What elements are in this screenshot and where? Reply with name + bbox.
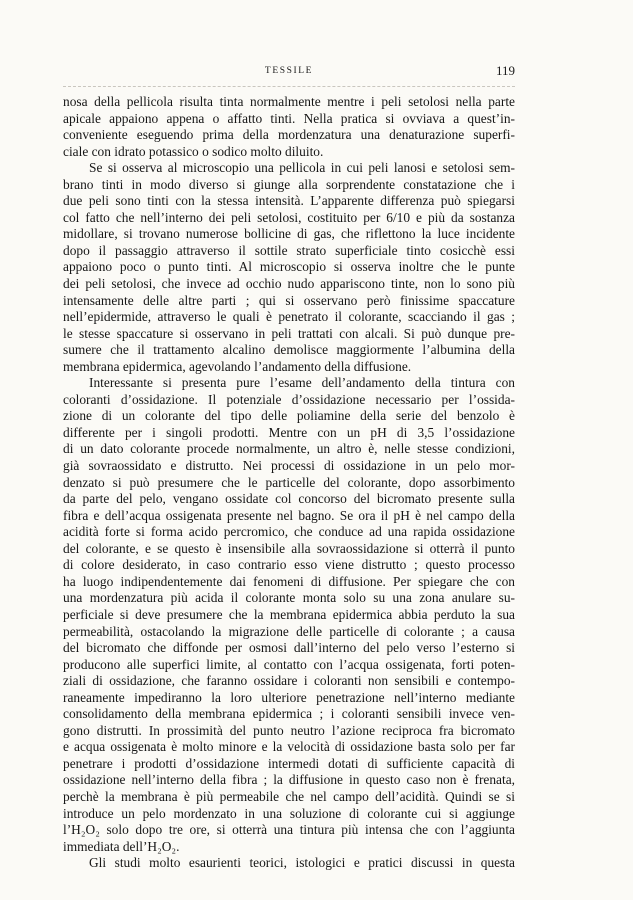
text-line: Interessante si presenta pure l’esame dell’andamento della tintura con — [89, 375, 515, 391]
text-line: immediata dell’H₂O₂. — [63, 838, 180, 854]
text-line: le stesse spaccature si osservano in peli trattati con alcali. Si può dunque pre- — [63, 325, 515, 341]
text-line: differente per i singoli prodotti. Mentre con un pH di 3,5 l’ossidazione — [63, 424, 515, 440]
page-number: 119 — [495, 63, 515, 78]
text-line: ziali di ossidazione, che faranno ossidare i coloranti non sensibili e contempo- — [63, 673, 515, 689]
text-line: di colore desiderato, in caso contrario esso viene distrutto ; questo processo — [63, 557, 515, 573]
text-line: del colorante, e se questo è insensibile alla sovraossidazione si otterrà il punto — [63, 540, 515, 556]
text-line: perficiale si deve presumere che la membrana epidermica abbia perduto la sua — [63, 606, 515, 622]
text-line: raneamente impediranno la loro ulteriore penetrazione nell’interno mediante — [63, 689, 515, 705]
text-line: producono alle superfici limite, al contatto con l’acqua ossigenata, forti poten- — [63, 656, 515, 672]
text-line: brano tinti in modo diverso si giunge alla sorprendente constatazione che i — [63, 176, 515, 192]
text-line: gono distrutti. In prossimità del punto neutro l’azione reciproca fra bicromato — [63, 722, 515, 738]
running-head: TESSILE — [264, 66, 314, 76]
text-line: una mordenzatura più acida il colorante monta solo su una zona anulare su- — [63, 590, 515, 606]
text-line: già sovraossidato e distrutto. Nei processi di ossidazione in un pelo mor- — [63, 458, 515, 474]
text-line: ha luogo indipendentemente dai fenomeni di diffusione. Per spiegare che con — [63, 573, 515, 589]
text-line: nell’epidermide, attraverso le quali è penetrato il colorante, scacciando il gas ; — [63, 309, 515, 325]
text-line: nosa della pellicola risulta tinta normalmente mentre i peli setolosi nella parte — [63, 94, 515, 109]
text-line: coloranti d’ossidazione. Il potenziale d’ossidazione necessario per l’ossida- — [63, 391, 515, 407]
text-line: penetrare i prodotti d’ossidazione intermedi dotati di sufficiente capacità di — [63, 755, 515, 771]
text-line: perchè la membrana è più permeabile che nel campo dell’acidità. Quindi se si — [63, 788, 515, 804]
text-line: ossidazione nell’interno della fibra ; la diffusione in questo caso non è frenata, — [63, 772, 515, 788]
text-line: introduce un pelo mordenzato in una soluzione di colorante cui si aggiunge — [63, 805, 515, 821]
body-text — [63, 94, 515, 872]
text-line: apicale appaiono appena o affatto tinti. Nella pratica si ovviava a quest’in- — [63, 110, 515, 126]
text-line: Gli studi molto esaurienti teorici, istologici e pratici discussi in questa — [89, 855, 515, 871]
text-line: e acqua ossigenata è molto minore e la velocità di ossidazione basta solo per far — [63, 739, 515, 755]
text-line: acidità forte si forma acido percromico, che conduce ad una rapida ossidazione — [63, 524, 515, 540]
text-line: midollare, si trovano numerose bollicine di gas, che riflettono la luce incidente — [63, 226, 515, 242]
text-line: due peli sono tinti con la stessa intensità. L’apparente differenza può spiegarsi — [63, 193, 515, 209]
text-line: sumere che il trattamento alcalino demolisce maggiormente l’albumina della — [63, 342, 515, 358]
text-line: dei peli setolosi, che invece ad occhio nudo appariscono tinte, non lo sono più — [63, 276, 515, 292]
text-line: fibra e dell’acqua ossigenata presente nel bagno. Se ora il pH è nel campo della — [63, 507, 515, 523]
text-line: da parte del pelo, vengano ossidate col concorso del bicromato presente sulla — [63, 491, 515, 507]
text-line: dopo il passaggio attraverso il sottile strato superficiale tinto cosicchè essi — [63, 242, 515, 258]
text-line: del bicromato che diffonde per osmosi dall’interno del pelo verso l’esterno si — [63, 640, 515, 656]
header-rule — [63, 86, 515, 87]
text-line: l’H₂O₂ solo dopo tre ore, si otterrà una tintura più intensa che con l’aggiunta — [63, 822, 515, 838]
text-line: denzato si può presumere che le particelle del colorante, dopo assorbimento — [63, 474, 515, 490]
text-line: di un dato colorante procede normalmente, un altro è, nelle stesse condizioni, — [63, 441, 515, 457]
text-line: ciale con idrato potassico o sodico molto diluito. — [63, 143, 324, 159]
text-line: col fatto che nell’interno dei peli setolosi, costituito per 6/10 e più da sostanza — [63, 209, 515, 225]
text-line: zione di un colorante del tipo delle poliamine della serie del benzolo è — [63, 408, 515, 424]
text-line: conveniente eseguendo prima della mordenzatura una denaturazione superfi- — [63, 127, 515, 143]
text-line: permeabilità, ostacolando la migrazione delle particelle di colorante ; a causa — [63, 623, 515, 639]
page-header — [63, 63, 515, 82]
text-line: intensamente delle altre parti ; qui si osservano però finissime spaccature — [63, 292, 515, 308]
text-line: membrana epidermica, agevolando l’andamento della diffusione. — [63, 358, 412, 374]
text-line: Se si osserva al microscopio una pellicola in cui peli lanosi e setolosi sem- — [89, 160, 515, 176]
text-line: consolidamento della membrana epidermica ; i coloranti sensibili invece ven- — [63, 706, 515, 722]
text-line: appaiono poco o punto tinti. Al microscopio si osserva inoltre che le punte — [63, 259, 515, 275]
